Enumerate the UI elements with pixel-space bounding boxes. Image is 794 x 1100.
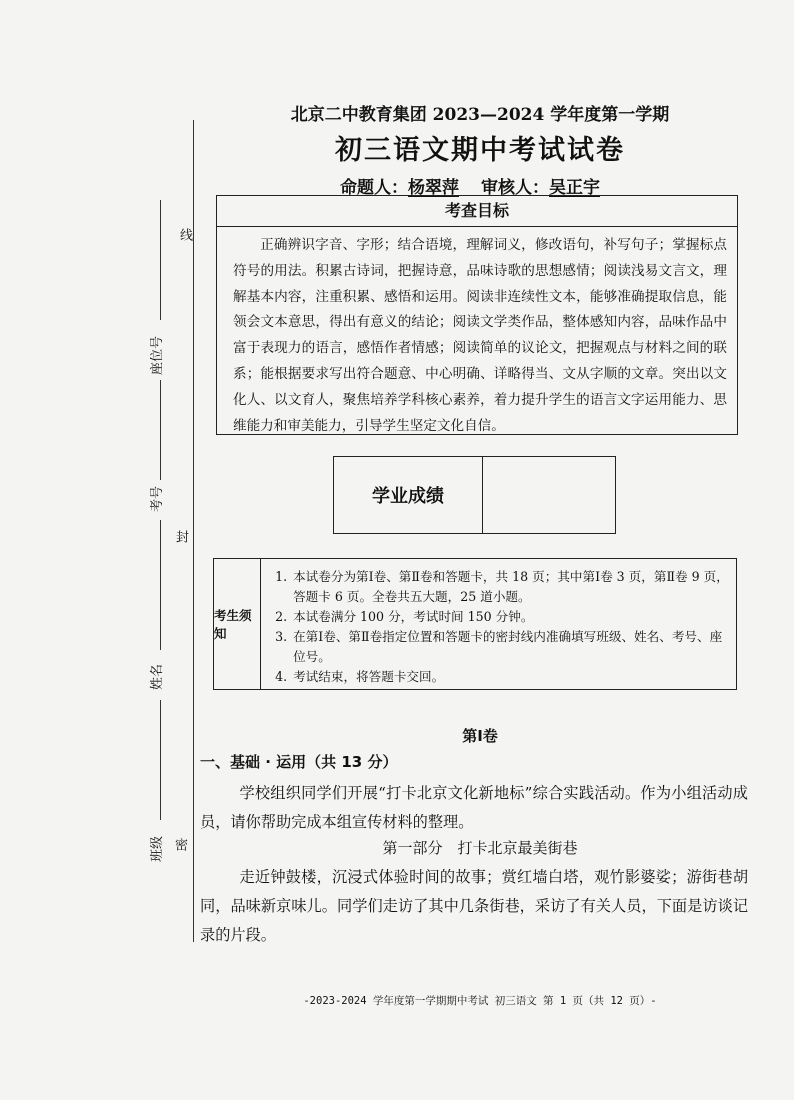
section-title: 一、基础 · 运用（共 13 分） bbox=[200, 753, 398, 771]
author-label: 命题人： bbox=[340, 178, 408, 198]
goals-heading: 考查目标 bbox=[217, 196, 737, 227]
seat-label: 座位号 bbox=[150, 335, 165, 375]
notice-label: 考生须知 bbox=[214, 559, 261, 689]
intro-paragraph: 学校组织同学们开展“打卡北京文化新地标”综合实践活动。作为小组活动成员，请你帮助完成本组宣传材料的整理。 bbox=[200, 784, 748, 831]
binding-line bbox=[193, 120, 194, 942]
exam-title: 初三语文期中考试试卷 bbox=[335, 135, 625, 166]
seat-field-line bbox=[160, 200, 161, 320]
seal-seal-char: 封 bbox=[173, 530, 188, 545]
part-title: 第Ⅰ卷 bbox=[462, 727, 498, 745]
name-label: 姓名 bbox=[150, 663, 165, 690]
reviewer-name: 吴正宇 bbox=[549, 178, 600, 198]
school-line: 北京二中教育集团 2023—2024 学年度第一学期 bbox=[290, 105, 670, 125]
notice-list bbox=[261, 559, 736, 689]
exam-no-field-line bbox=[160, 380, 161, 480]
goals-text: 正确辨识字音、字形；结合语境，理解词义，修改语句，补写句子；掌握标点符号的用法。积累古诗词，把握诗意，品味诗歌的思想感情；阅读浅易文言文，理解基本内容，注重积累、感悟和运用。阅读非连续性文本，能够准确提取信息，能领会文本意思，得出有意义的结论；阅读文学类作品，整体感知内容，品味作品中富于表现力的语言，感悟作者情感；阅读简单的议论文，把握观点与材料之间的联系；能根据要求写出符合题意、中心明确、详略得当、文从字顺的文章。突出以文化人、以文育人，聚焦培养学科核心素养，着力提升学生的语言文字运用能力、思维能力和审美能力，引导学生坚定文化自信。 bbox=[233, 237, 727, 434]
class-label: 班级 bbox=[150, 835, 165, 862]
seal-line-char: 线 bbox=[177, 228, 192, 243]
reviewer-label: 审核人： bbox=[481, 178, 549, 198]
class-field-line bbox=[160, 700, 161, 820]
notice-item: 3. 在第Ⅰ卷、第Ⅱ卷指定位置和答题卡的密封线内准确填写班级、姓名、考号、座位号。 bbox=[275, 629, 723, 664]
notice-item: 1. 本试卷分为第Ⅰ卷、第Ⅱ卷和答题卡，共 18 页；其中第Ⅰ卷 3 页，第Ⅱ卷 9 页，答题卡 6 页。全卷共五大题，25 道小题。 bbox=[275, 569, 729, 604]
notice-item: 2. 本试卷满分 100 分，考试时间 150 分钟。 bbox=[275, 609, 534, 624]
exam-no-label: 考号 bbox=[150, 485, 165, 512]
goals-box bbox=[216, 195, 738, 435]
name-field-line bbox=[160, 520, 161, 650]
grade-value-cell bbox=[483, 457, 615, 533]
author-name: 杨翠萍 bbox=[408, 178, 459, 198]
grade-label: 学业成绩 bbox=[334, 457, 483, 533]
grade-box bbox=[333, 456, 616, 534]
notice-box bbox=[213, 558, 737, 690]
body-paragraph: 走近钟鼓楼，沉浸式体验时间的故事；赏红墙白塔，观竹影婆娑；游街巷胡同，品味新京味儿。同学们走访了其中几条街巷，采访了有关人员，下面是访谈记录的片段。 bbox=[200, 868, 748, 944]
subheading: 第一部分 打卡北京最美街巷 bbox=[382, 839, 578, 857]
notice-item: 4. 考试结束，将答题卡交回。 bbox=[275, 669, 445, 684]
seal-secret-char: 密 bbox=[172, 838, 187, 853]
page-footer: -2023-2024 学年度第一学期期中考试 初三语文 第 1 页（共 12 页）- bbox=[303, 995, 657, 1007]
